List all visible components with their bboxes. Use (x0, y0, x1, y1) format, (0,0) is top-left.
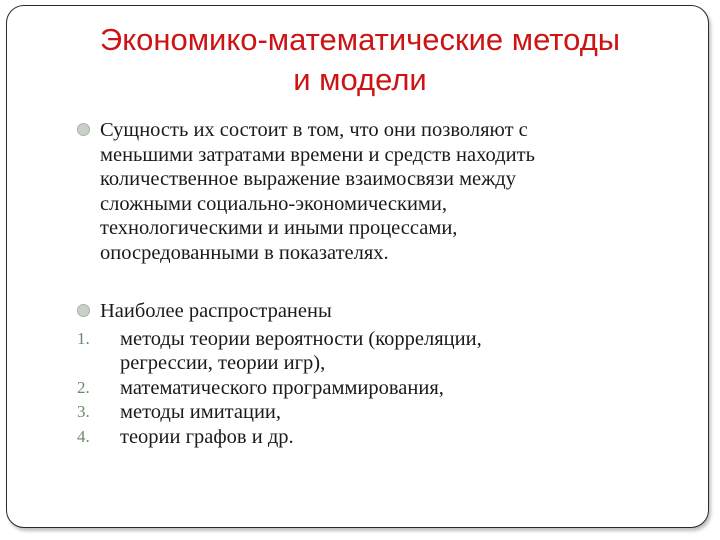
bullet-item-common (0, 299, 660, 324)
bullet-dot-icon (77, 123, 90, 136)
list-item-text: методы имитации, (120, 401, 282, 423)
numbered-list (0, 327, 700, 450)
bullet-text-line: опосредованными в показателях. (100, 241, 389, 264)
slide-body (0, 118, 700, 449)
slide-title (40, 20, 680, 100)
title-line-1: Экономико-математические методы (99, 22, 621, 57)
list-item-number: 2. (77, 377, 90, 397)
list-item (0, 327, 700, 376)
list-item (0, 376, 700, 401)
list-item-text: методы теории вероятности (корреляции, (120, 327, 482, 350)
bullet-text-line: Наиболее распространены (100, 300, 332, 322)
bullet-text-line: сложными социально-экономическими, (100, 192, 447, 215)
list-item-number: 4. (77, 426, 90, 446)
list-item (0, 400, 700, 425)
list-item-number: 1. (77, 328, 90, 348)
bullet-dot-icon (77, 304, 90, 317)
list-item-text: математического программирования, (120, 376, 444, 399)
list-item (0, 425, 700, 450)
bullet-item-essence (0, 118, 660, 265)
list-item-number: 3. (77, 402, 90, 421)
bullet-text-line: технологическими и иными процессами, (100, 217, 458, 239)
bullet-text-line: Сущность их состоит в том, что они позволяют с (100, 119, 528, 141)
list-item-text: теории графов и др. (120, 425, 294, 448)
bullet-text-line: меньшими затратами времени и средств находить (100, 143, 535, 166)
list-item-text: регрессии, теории игр), (120, 352, 326, 374)
bullet-text-line: количественное выражение взаимосвязи между (100, 168, 516, 190)
title-line-2: и модели (293, 62, 427, 97)
